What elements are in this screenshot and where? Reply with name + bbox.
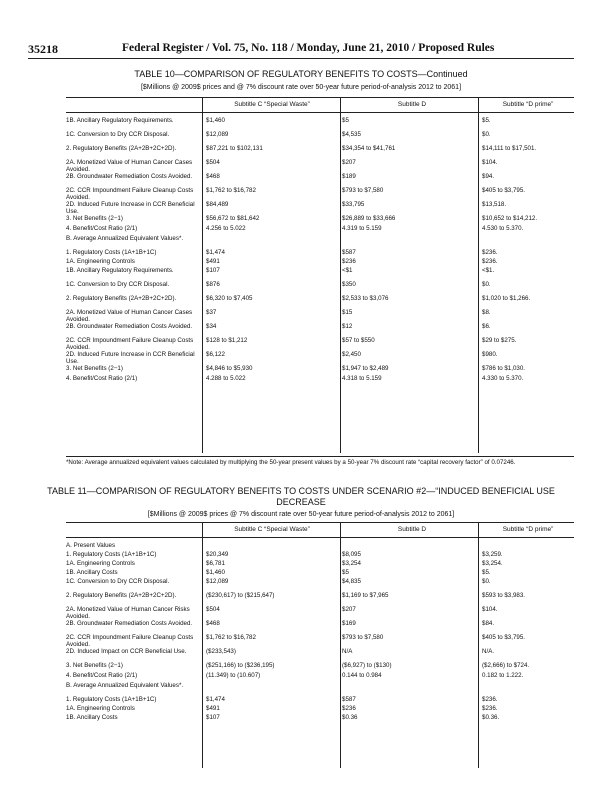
- row-label: 2D. Induced Impact on CCR Beneficial Use.: [66, 648, 187, 655]
- cell-subtitle-c: $6,320 to $7,405: [206, 295, 253, 302]
- cell-subtitle-d: $4,535: [342, 131, 361, 138]
- row-label: 4. Benefit/Cost Ratio (2/1): [66, 225, 138, 232]
- cell-subtitle-c: $1,474: [206, 249, 225, 256]
- row-label: A. Present Values: [66, 542, 116, 549]
- cell-subtitle-d: $57 to $550: [342, 337, 375, 344]
- cell-subtitle-d-prime: $0.: [482, 131, 491, 138]
- cell-subtitle-d: $33,795: [342, 201, 365, 208]
- cell-subtitle-d-prime: $5.: [482, 117, 491, 124]
- cell-subtitle-d-prime: $5.: [482, 569, 491, 576]
- cell-subtitle-d: $207: [342, 606, 356, 613]
- cell-subtitle-d-prime: $94.: [482, 173, 495, 180]
- cell-subtitle-c: $504: [206, 159, 220, 166]
- row-label: 2. Regulatory Benefits (2A+2B+2C+2D).: [66, 145, 177, 152]
- cell-subtitle-d: $0.36: [342, 714, 358, 721]
- cell-subtitle-c: $56,672 to $81,642: [206, 215, 260, 222]
- cell-subtitle-d: ($6,927) to ($130): [342, 662, 392, 669]
- cell-subtitle-c: $504: [206, 606, 220, 613]
- cell-subtitle-d-prime: $14,111 to $17,501.: [482, 145, 537, 152]
- cell-subtitle-c: ($251,166) to ($236,195): [206, 662, 275, 669]
- cell-subtitle-d-prime: $786 to $1,030.: [482, 365, 526, 372]
- cell-subtitle-c: $20,349: [206, 551, 229, 558]
- page-number: 35218: [28, 42, 58, 56]
- cell-subtitle-d-prime: $8.: [482, 309, 491, 316]
- cell-subtitle-d: $236: [342, 705, 356, 712]
- cell-subtitle-d-prime: $0.: [482, 281, 491, 288]
- cell-subtitle-d-prime: $0.36.: [482, 714, 500, 721]
- cell-subtitle-d-prime: $236.: [482, 705, 498, 712]
- running-title: Federal Register / Vol. 75, No. 118 / Monday, June 21, 2010 / Proposed Rules: [122, 42, 495, 54]
- cell-subtitle-d: $34,354 to $41,761: [342, 145, 396, 152]
- row-label: 2C. CCR Impoundment Failure Cleanup Costs Avoided.: [66, 337, 194, 351]
- cell-subtitle-c: $1,474: [206, 696, 225, 703]
- row-label: 3. Net Benefits (2−1): [66, 662, 123, 669]
- cell-subtitle-d-prime: $0.: [482, 578, 491, 585]
- row-label: 2B. Groundwater Remediation Costs Avoided.: [66, 323, 193, 330]
- cell-subtitle-d-prime: $13,518.: [482, 201, 507, 208]
- row-label: 4. Benefit/Cost Ratio (2/1): [66, 375, 138, 382]
- row-label: 1. Regulatory Costs (1A+1B+1C): [66, 249, 157, 256]
- cell-subtitle-d: $587: [342, 696, 356, 703]
- cell-subtitle-d: $793 to $7,580: [342, 187, 384, 194]
- column-divider: [202, 523, 203, 768]
- cell-subtitle-d: $12: [342, 323, 353, 330]
- cell-subtitle-c: $468: [206, 173, 220, 180]
- row-label: 2. Regulatory Benefits (2A+2B+2C+2D).: [66, 295, 177, 302]
- cell-subtitle-d: $3,254: [342, 560, 361, 567]
- cell-subtitle-d-prime: $6.: [482, 323, 491, 330]
- cell-subtitle-d: $1,169 to $7,965: [342, 592, 389, 599]
- cell-subtitle-d: 4.319 to 5.159: [342, 225, 382, 232]
- cell-subtitle-c: $6,122: [206, 351, 225, 358]
- cell-subtitle-d: $4,835: [342, 578, 361, 585]
- cell-subtitle-c: $491: [206, 258, 220, 265]
- row-label: 1. Regulatory Costs (1A+1B+1C): [66, 696, 157, 703]
- cell-subtitle-c: $107: [206, 714, 220, 721]
- table10-subtitle: [$Millions @ 2009$ prices and @ 7% discount rate over 50-year future period-of-analysis 2012 to 2061]: [140, 84, 462, 91]
- table10-title: TABLE 10—COMPARISON OF REGULATORY BENEFITS TO COSTS—Continued: [134, 69, 468, 79]
- table11: [66, 522, 574, 768]
- row-label: 2A. Monetized Value of Human Cancer Risks Avoided.: [66, 606, 190, 620]
- cell-subtitle-c: $128 to $1,212: [206, 337, 248, 344]
- cell-subtitle-d-prime: 4.330 to 5.370.: [482, 375, 524, 382]
- column-header-subtitle-d: Subtitle D: [397, 526, 427, 533]
- cell-subtitle-c: $12,089: [206, 131, 229, 138]
- cell-subtitle-d: $5: [342, 117, 349, 124]
- cell-subtitle-c: ($233,543): [206, 648, 236, 655]
- cell-subtitle-c: $6,781: [206, 560, 225, 567]
- cell-subtitle-c: $1,460: [206, 569, 225, 576]
- table11-column-headers: [66, 523, 574, 538]
- column-header-subtitle-d-prime: Subtitle “D prime”: [502, 526, 554, 533]
- row-label: 2. Regulatory Benefits (2A+2B+2C+2D).: [66, 592, 177, 599]
- table10-column-headers: [66, 98, 574, 113]
- column-divider: [478, 523, 479, 768]
- cell-subtitle-d: $1,947 to $2,489: [342, 365, 389, 372]
- cell-subtitle-c: $491: [206, 705, 220, 712]
- cell-subtitle-c: $12,089: [206, 578, 229, 585]
- cell-subtitle-d-prime: $405 to $3,795.: [482, 187, 526, 194]
- cell-subtitle-d-prime: <$1.: [482, 267, 495, 274]
- row-label: 1B. Ancillary Regulatory Requirements.: [66, 117, 174, 124]
- cell-subtitle-c: $84,489: [206, 201, 229, 208]
- cell-subtitle-c: $34: [206, 323, 217, 330]
- cell-subtitle-c: $876: [206, 281, 220, 288]
- cell-subtitle-d: $2,533 to $3,076: [342, 295, 389, 302]
- cell-subtitle-d: $236: [342, 258, 356, 265]
- cell-subtitle-d: $350: [342, 281, 356, 288]
- row-label: 3. Net Benefits (2−1): [66, 215, 123, 222]
- cell-subtitle-d-prime: $980.: [482, 351, 498, 358]
- row-label: 1C. Conversion to Dry CCR Disposal.: [66, 578, 170, 585]
- page-header: [28, 42, 574, 59]
- row-label: B. Average Annualized Equivalent Values*.: [66, 682, 184, 689]
- cell-subtitle-d-prime: 4.530 to 5.370.: [482, 225, 524, 232]
- cell-subtitle-c: $37: [206, 309, 217, 316]
- cell-subtitle-d: $15: [342, 309, 353, 316]
- cell-subtitle-d: 0.144 to 0.984: [342, 672, 382, 679]
- column-divider: [478, 98, 479, 453]
- cell-subtitle-d-prime: $236.: [482, 696, 498, 703]
- cell-subtitle-d-prime: $593 to $3,983.: [482, 592, 526, 599]
- cell-subtitle-d: <$1: [342, 267, 353, 274]
- row-label: 2C. CCR Impoundment Failure Cleanup Costs Avoided.: [66, 634, 194, 648]
- cell-subtitle-d: $2,450: [342, 351, 361, 358]
- cell-subtitle-d: $189: [342, 173, 356, 180]
- cell-subtitle-d-prime: $236.: [482, 258, 498, 265]
- cell-subtitle-d-prime: $104.: [482, 606, 498, 613]
- cell-subtitle-c: $1,762 to $16,782: [206, 187, 256, 194]
- cell-subtitle-d: $207: [342, 159, 356, 166]
- row-label: 3. Net Benefits (2−1): [66, 365, 123, 372]
- row-label: 1A. Engineering Controls: [66, 560, 135, 567]
- column-divider: [340, 98, 341, 453]
- cell-subtitle-c: 4.256 to 5.022: [206, 225, 246, 232]
- row-label: 4. Benefit/Cost Ratio (2/1): [66, 672, 138, 679]
- row-label: 1B. Ancillary Costs: [66, 714, 118, 721]
- row-label: 2A. Monetized Value of Human Cancer Cases Avoided.: [66, 309, 193, 323]
- row-label: 2C. CCR Impoundment Failure Cleanup Costs Avoided.: [66, 187, 194, 201]
- cell-subtitle-c: 4.288 to 5.022: [206, 375, 246, 382]
- column-header-subtitle-d: Subtitle D: [397, 101, 427, 108]
- cell-subtitle-c: ($230,617) to ($215,647): [206, 592, 275, 599]
- table11-subtitle: [$Millions @ 2009$ prices @ 7% discount rate over 50-year future period-of-analysis 2012 to 2061]: [147, 511, 455, 518]
- cell-subtitle-c: $1,762 to $16,782: [206, 634, 256, 641]
- cell-subtitle-c: $4,846 to $5,930: [206, 365, 253, 372]
- cell-subtitle-d-prime: $104.: [482, 159, 498, 166]
- row-label: B. Average Annualized Equivalent Values*.: [66, 235, 184, 242]
- table10: [66, 97, 574, 453]
- row-label: 2D. Induced Future Increase in CCR Beneficial Use.: [66, 201, 195, 215]
- cell-subtitle-d-prime: $405 to $3,795.: [482, 634, 526, 641]
- column-divider: [340, 523, 341, 768]
- column-divider: [202, 98, 203, 453]
- cell-subtitle-c: (11.349) to (10.607): [206, 672, 261, 679]
- row-label: 1C. Conversion to Dry CCR Disposal.: [66, 281, 170, 288]
- cell-subtitle-c: $1,460: [206, 117, 225, 124]
- row-label: 1A. Engineering Controls: [66, 705, 135, 712]
- cell-subtitle-d: 4.318 to 5.159: [342, 375, 382, 382]
- cell-subtitle-d: $793 to $7,580: [342, 634, 384, 641]
- row-label: 2B. Groundwater Remediation Costs Avoided.: [66, 620, 193, 627]
- column-header-subtitle-c: Subtitle C “Special Waste”: [234, 526, 310, 533]
- cell-subtitle-d: $5: [342, 569, 349, 576]
- cell-subtitle-d-prime: 0.182 to 1.222.: [482, 672, 524, 679]
- cell-subtitle-d-prime: $3,254.: [482, 560, 503, 567]
- cell-subtitle-c: $107: [206, 267, 220, 274]
- row-label: 1. Regulatory Costs (1A+1B+1C): [66, 551, 157, 558]
- table10-footnote: *Note: Average annualized equivalent values calculated by multiplying the 50-year present values by a 50-year 7% discount rate “capital recovery factor” of 0.07246.: [66, 456, 574, 477]
- cell-subtitle-d-prime: ($2,666) to $724.: [482, 662, 530, 669]
- cell-subtitle-d-prime: $84.: [482, 620, 495, 627]
- column-header-subtitle-c: Subtitle C “Special Waste”: [234, 101, 310, 108]
- row-label: 2A. Monetized Value of Human Cancer Cases Avoided.: [66, 159, 193, 173]
- cell-subtitle-d: N/A: [342, 648, 353, 655]
- cell-subtitle-d-prime: $10,652 to $14,212.: [482, 215, 538, 222]
- cell-subtitle-d-prime: $3,259.: [482, 551, 503, 558]
- cell-subtitle-d-prime: N/A.: [482, 648, 495, 655]
- cell-subtitle-c: $468: [206, 620, 220, 627]
- cell-subtitle-d-prime: $1,020 to $1,266.: [482, 295, 531, 302]
- column-header-subtitle-d-prime: Subtitle “D prime”: [502, 101, 554, 108]
- cell-subtitle-d: $26,889 to $33,666: [342, 215, 396, 222]
- cell-subtitle-d: $587: [342, 249, 356, 256]
- row-label: 2D. Induced Future Increase in CCR Beneficial Use.: [66, 351, 195, 365]
- row-label: 1A. Engineering Controls: [66, 258, 135, 265]
- row-label: 1B. Ancillary Regulatory Requirements.: [66, 267, 174, 274]
- table11-title: TABLE 11—COMPARISON OF REGULATORY BENEFITS TO COSTS UNDER SCENARIO #2—“INDUCED BENEFICIAL USE DECREASE: [47, 486, 555, 507]
- cell-subtitle-d: $8,095: [342, 551, 361, 558]
- cell-subtitle-d: $169: [342, 620, 356, 627]
- cell-subtitle-d-prime: $29 to $275.: [482, 337, 517, 344]
- row-label: 1B. Ancillary Costs: [66, 569, 118, 576]
- row-label: 1C. Conversion to Dry CCR Disposal.: [66, 131, 170, 138]
- row-label: 2B. Groundwater Remediation Costs Avoided.: [66, 173, 193, 180]
- cell-subtitle-d-prime: $236.: [482, 249, 498, 256]
- cell-subtitle-c: $87,221 to $102,131: [206, 145, 263, 152]
